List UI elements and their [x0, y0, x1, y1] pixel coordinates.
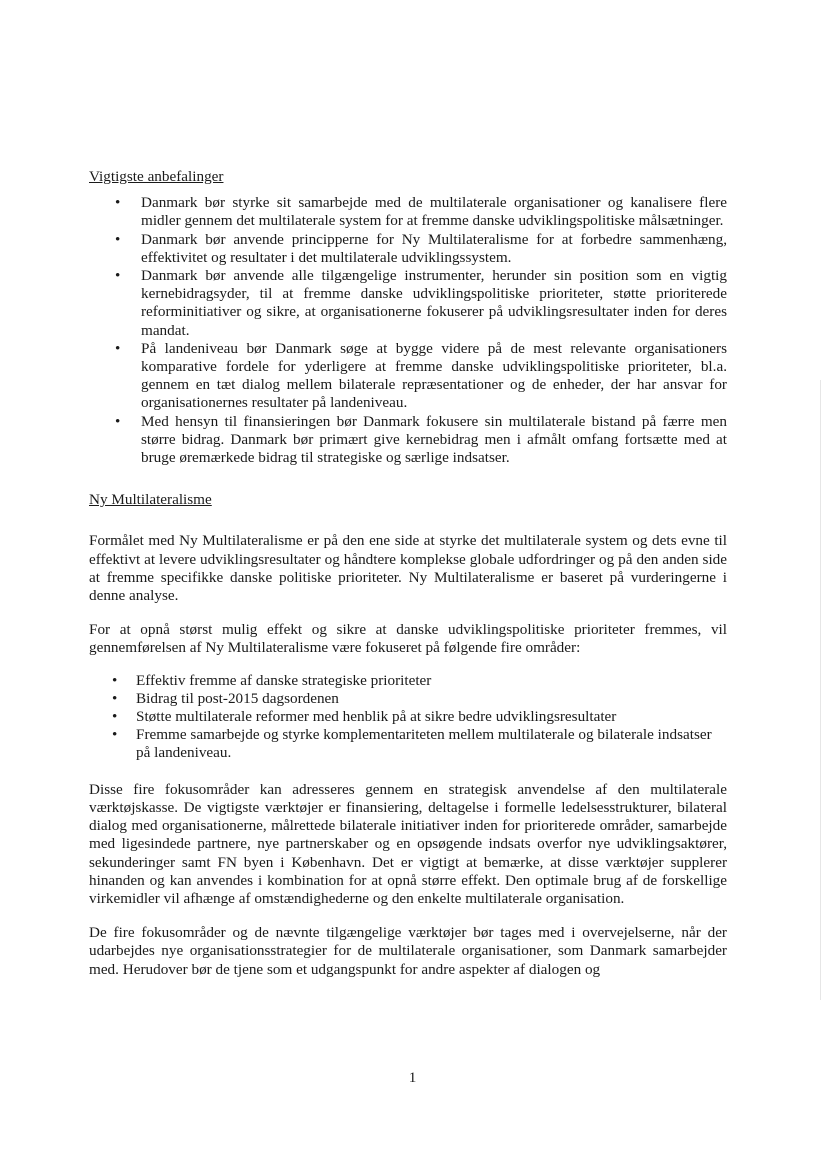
- focus-area-item: • Effektiv fremme af danske strategiske prioriteter: [89, 672, 727, 690]
- paragraph: Disse fire fokusområder kan adresseres gennem en strategisk anvendelse af den multilaterale værktøjskasse. De vigtigste værktøjer er finansiering, deltagelse i formelle ledelsesstrukturer, bilateral dialog med organisationerne, målrettede bilaterale initiativer inden for prioriterede områder, samarbejde med ligesindede partnere, nye partnerskaber og en opsøgende indsats overfor nye udviklingsaktører, sekunderinger samt FN byen i København. Det er vigtigt at bemærke, at disse værktøjer supplerer hinanden og kan anvendes i kombination for at opnå større effekt. Den optimale brug af de forskellige virkemidler vil afhænge af omstændighederne og den enkelte multilaterale organisation.: [89, 780, 727, 907]
- focus-area-item: • Bidrag til post-2015 dagsordenen: [89, 690, 727, 708]
- recommendation-item: • Danmark bør anvende principperne for Ny Multilateralisme for at forbedre sammenhæng, effektivitet og resultater i det multilaterale udviklingssystem.: [89, 231, 727, 267]
- section-heading-recommendations: Vigtigste anbefalinger: [89, 168, 224, 185]
- page-content: [89, 168, 727, 995]
- focus-areas-list: [89, 672, 727, 763]
- recommendation-item: • Danmark bør styrke sit samarbejde med de multilaterale organisationer og kanalisere flere midler gennem det multilaterale system for at fremme danske udviklingspolitiske målsætninger.: [89, 194, 727, 230]
- focus-area-item: • Støtte multilaterale reformer med henblik på at sikre bedre udviklingsresultater: [89, 708, 727, 726]
- paragraph: For at opnå størst mulig effekt og sikre at danske udviklingspolitiske prioriteter fremmes, vil gennemførelsen af Ny Multilateralisme være fokuseret på følgende fire områder:: [89, 621, 727, 657]
- paragraph: Formålet med Ny Multilateralisme er på den ene side at styrke det multilaterale system og dets evne til effektivt at levere udviklingsresultater og håndtere komplekse globale udfordringer og på den anden side at fremme specifikke danske politiske prioriteter. Ny Multilateralisme er baseret på vurderingerne i denne analyse.: [89, 532, 727, 605]
- recommendations-list: [89, 194, 727, 467]
- section-heading-new-multilateralism: Ny Multilateralisme: [89, 491, 212, 509]
- recommendation-item: • Med hensyn til finansieringen bør Danmark fokusere sin multilaterale bistand på færre men større bidrag. Danmark bør primært give kernebidrag men i afmålt omfang fortsætte med at bruge øremærkede bidrag til strategiske og særlige indsatser.: [89, 413, 727, 468]
- scan-edge-line: [820, 380, 821, 1000]
- focus-area-item: • Fremme samarbejde og styrke komplementariteten mellem multilaterale og bilaterale indsatser på landeniveau.: [89, 726, 727, 762]
- recommendation-item: • På landeniveau bør Danmark søge at bygge videre på de mest relevante organisationers komparative fordele for yderligere at fremme danske udviklingspolitiske prioriteter, bl.a. gennem en tæt dialog mellem bilaterale repræsentationer og de enheder, der har ansvar for organisationernes resultater på landeniveau.: [89, 340, 727, 413]
- paragraph: De fire fokusområder og de nævnte tilgængelige værktøjer bør tages med i overvejelserne, når der udarbejdes nye organisationsstrategier for de multilaterale organisationer, som Danmark samarbejder med. Herudover bør de tjene som et udgangspunkt for andre aspekter af dialogen og: [89, 924, 727, 978]
- page-number: 1: [408, 1069, 417, 1086]
- recommendation-item: • Danmark bør anvende alle tilgængelige instrumenter, herunder sin position som en vigtig kernebidragsyder, til at fremme danske udviklingspolitiske prioriteter, støtte prioriterede reforminitiativer og sikre, at organisationerne fokuserer på udviklingsresultater inden for deres mandat.: [89, 267, 727, 340]
